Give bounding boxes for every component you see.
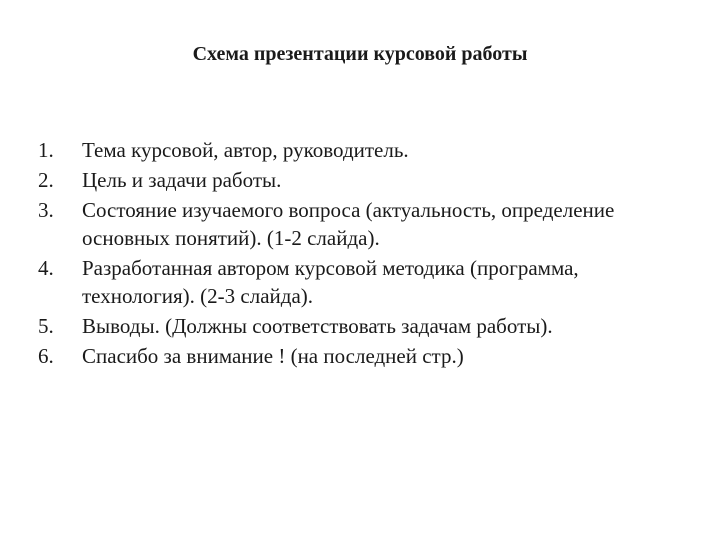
list-item-text: Выводы. (Должны соответствовать задачам работы). — [82, 314, 553, 338]
list-item-2 — [38, 166, 688, 194]
list-item-1 — [38, 136, 688, 164]
list-item-text: Разработанная автором курсовой методика (программа, технология). (2-3 слайда). — [82, 256, 579, 308]
list-item-text: Цель и задачи работы. — [82, 168, 282, 192]
list-item-number: 4. — [38, 256, 54, 280]
outline-list — [38, 136, 688, 372]
list-item-text: Тема курсовой, автор, руководитель. — [82, 138, 409, 162]
list-item-4 — [38, 254, 688, 310]
list-item-number: 6. — [38, 344, 54, 368]
list-item-number: 1. — [38, 138, 54, 162]
list-item-number: 5. — [38, 314, 54, 338]
list-item-text: Спасибо за внимание ! (на последней стр.) — [82, 344, 464, 368]
list-item-text: Состояние изучаемого вопроса (актуальность, определение основных понятий). (1-2 слайда). — [82, 198, 615, 250]
list-item-5 — [38, 312, 688, 340]
slide-title: Схема презентации курсовой работы — [192, 43, 528, 65]
list-item-3 — [38, 196, 688, 252]
list-item-number: 2. — [38, 168, 54, 192]
list-item-6 — [38, 342, 688, 370]
list-item-number: 3. — [38, 198, 54, 222]
